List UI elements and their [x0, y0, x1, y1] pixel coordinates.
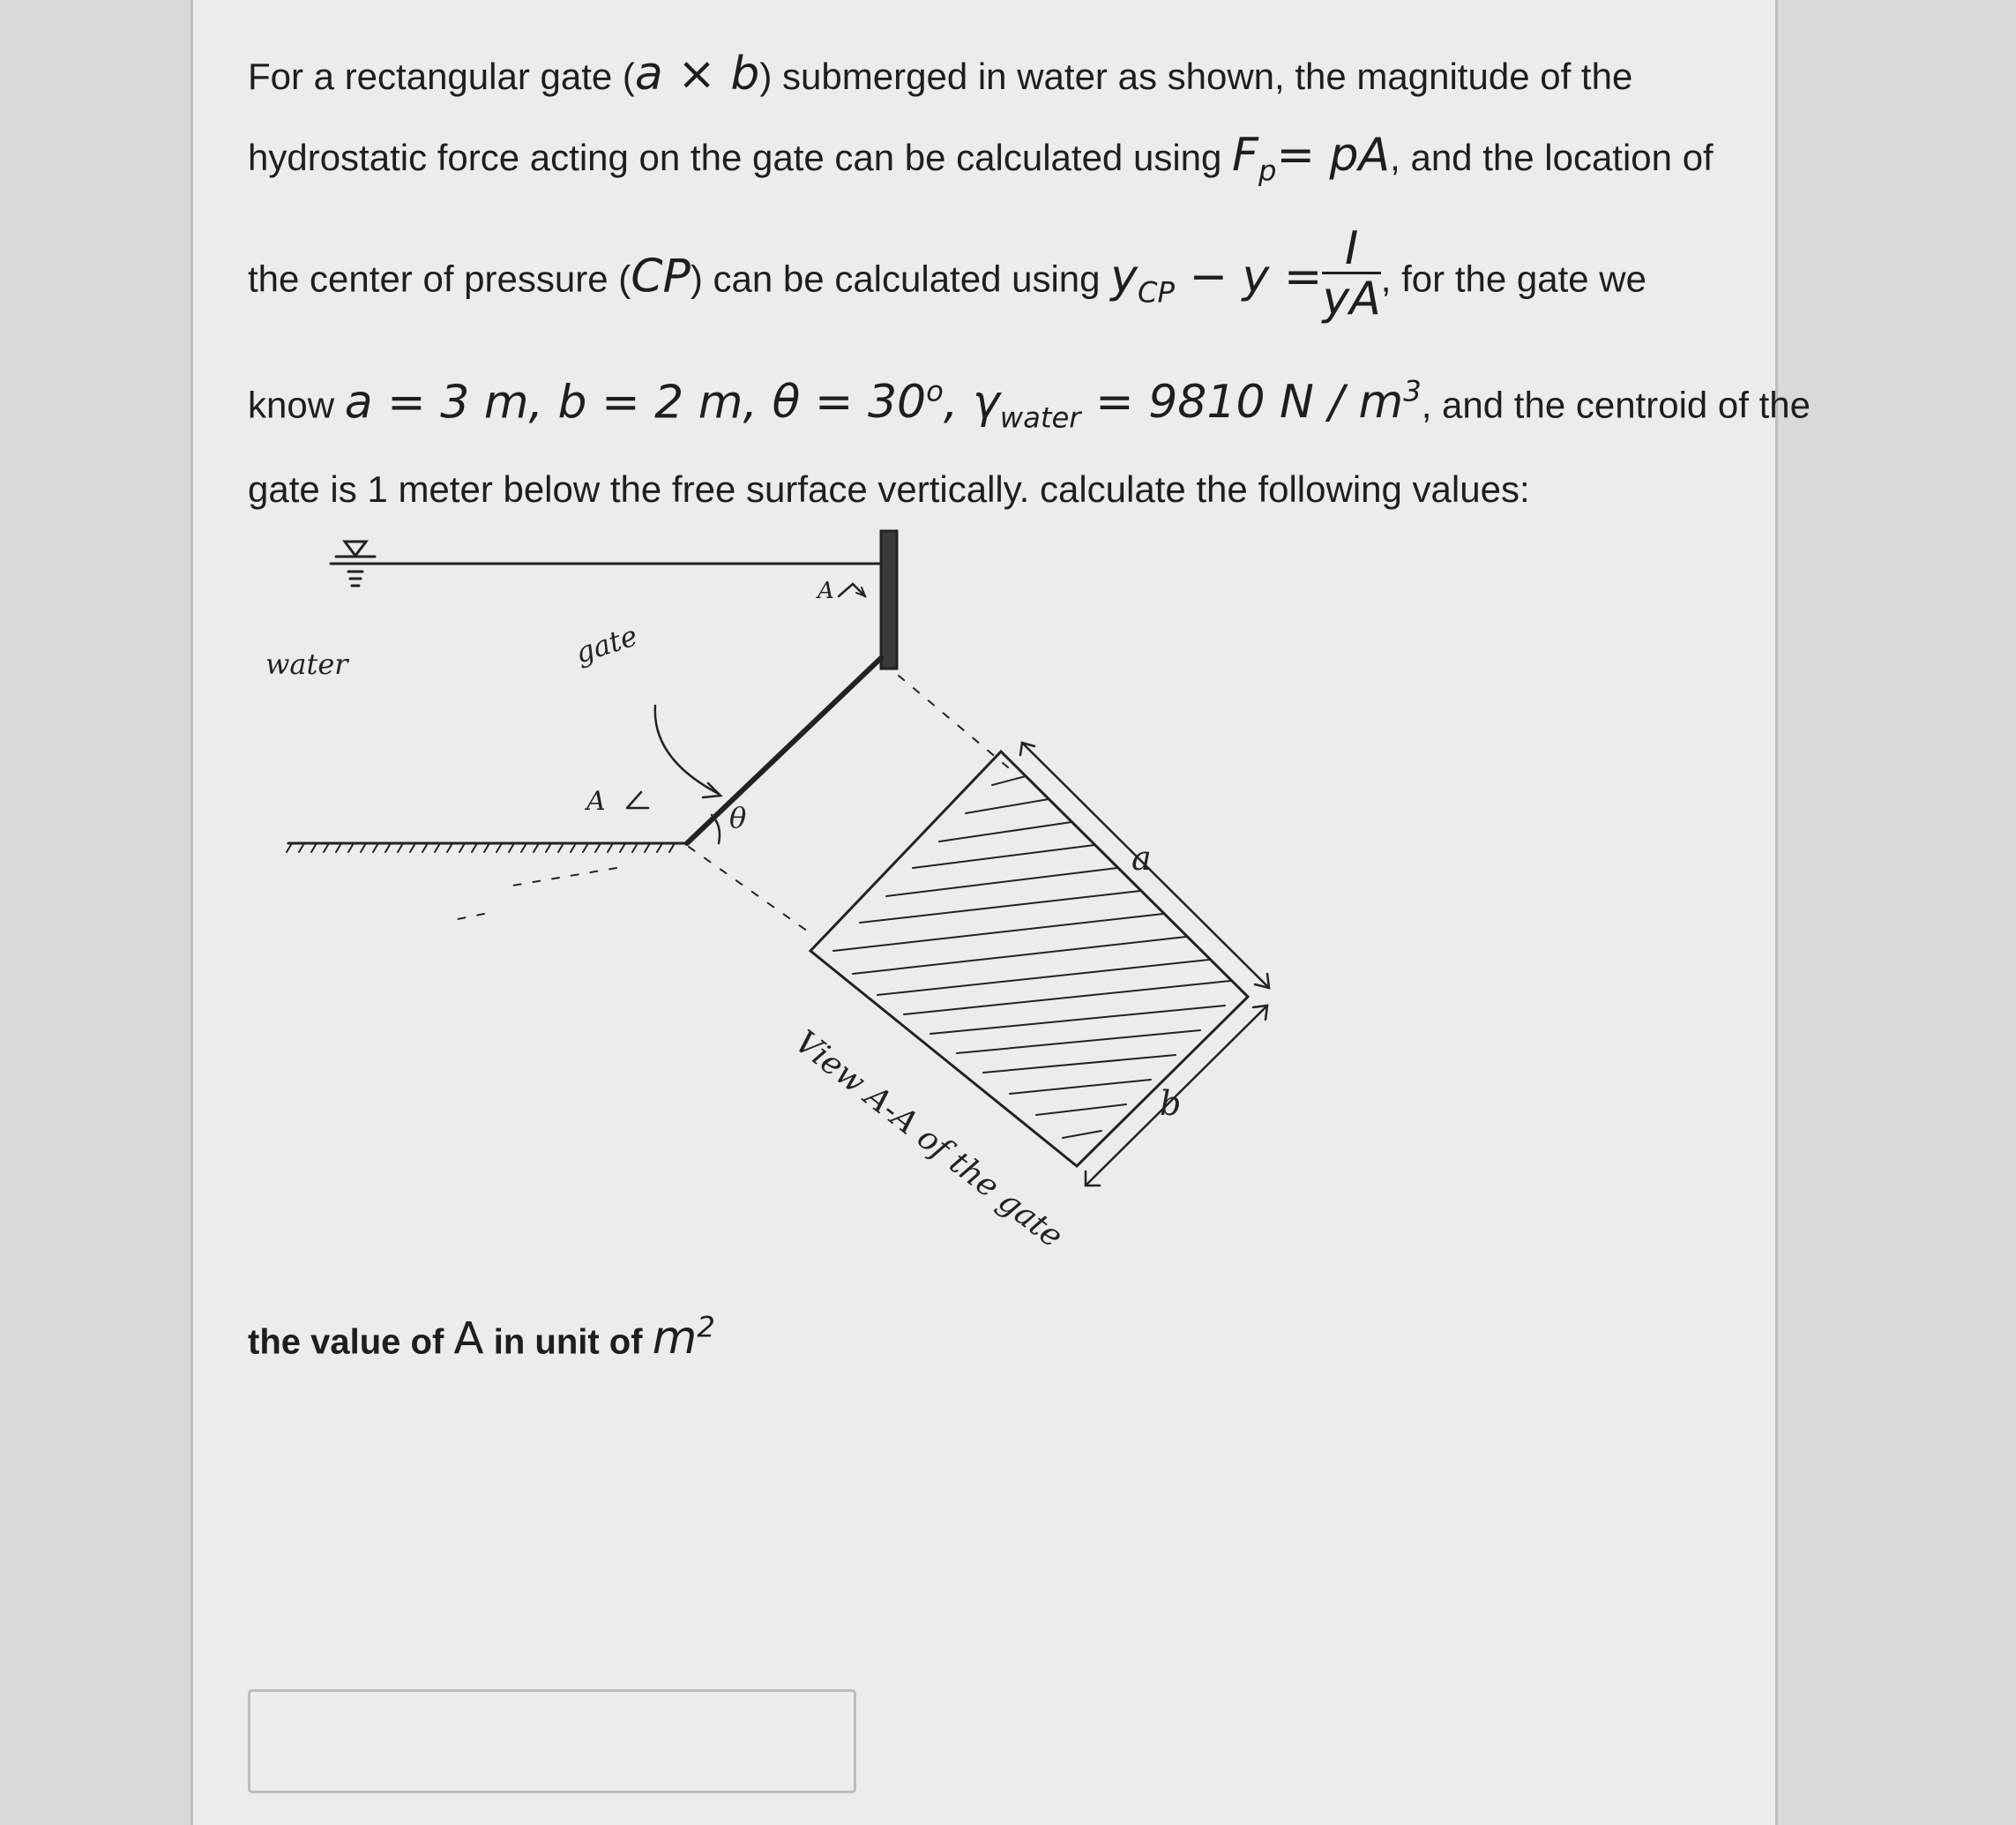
- given-b: b = 2 m: [557, 376, 743, 430]
- label-dimension-a: a: [1131, 839, 1152, 878]
- eq-part: CP: [1137, 274, 1175, 309]
- label-dimension-b: b: [1160, 1084, 1182, 1123]
- eq-part: θ = 30: [772, 376, 927, 430]
- eq-part: − y =: [1174, 250, 1323, 303]
- text: know: [248, 384, 345, 426]
- unit-m2: [653, 1312, 715, 1365]
- text: the value of: [248, 1322, 454, 1362]
- math-cp: CP: [631, 250, 691, 303]
- text: , for the gate we: [1380, 258, 1646, 300]
- question-panel: [190, 0, 1811, 1825]
- label-water: water: [265, 647, 348, 681]
- given-a: a = 3 m: [344, 376, 529, 430]
- eq-part: o: [926, 375, 944, 408]
- eq-part: = 9810 N / m: [1080, 376, 1404, 430]
- problem-line-4: know a = 3 m, b = 2 m, $\theta = 30^o$, $\gamma_{water} = 9810$ N / $m^3$, and the centroid of the: [248, 375, 1811, 435]
- text: For a rectangular gate (: [248, 56, 635, 97]
- symbol-area: A: [453, 1313, 484, 1365]
- text: , and the location of: [1390, 137, 1714, 178]
- label-view-a-a: View A-A of the gate: [788, 1023, 1070, 1255]
- label-gate: gate: [571, 618, 642, 670]
- inclined-gate: [687, 658, 881, 843]
- gate-diagram: [193, 0, 1775, 1305]
- answer-input[interactable]: [248, 1689, 856, 1793]
- label-theta: θ: [729, 801, 747, 834]
- eq-part: = pA: [1276, 129, 1391, 182]
- eq-part: water: [999, 400, 1081, 435]
- label-section-bottom: A: [586, 786, 606, 817]
- math-axb: a × b: [634, 48, 760, 101]
- eq-part: y: [1110, 250, 1138, 303]
- text: hydrostatic force acting on the gate can be calculated using: [248, 137, 1233, 178]
- text: ) can be calculated using: [690, 258, 1111, 300]
- eq-part: m: [652, 1312, 698, 1365]
- text: , and the centroid of the: [1421, 384, 1811, 426]
- eq-part: 2: [697, 1311, 715, 1344]
- fraction-denominator: yA: [1322, 273, 1381, 325]
- problem-line-5: gate is 1 meter below the free surface vertically. calculate the following values:: [248, 468, 1530, 510]
- eq-part: p: [1258, 153, 1277, 188]
- eq-part: 3: [1403, 375, 1422, 408]
- text: in unit of: [483, 1322, 653, 1362]
- gate-pointer-arrow: [655, 706, 719, 794]
- eq-part: F: [1232, 129, 1258, 182]
- question-prompt: [248, 1311, 715, 1365]
- vertical-wall: [881, 531, 897, 669]
- eq-part: γ: [972, 376, 1000, 430]
- label-section-top: A: [818, 578, 834, 604]
- section-arrow-bottom: [627, 792, 648, 808]
- fraction-numerator: I: [1322, 226, 1380, 274]
- text: ) submerged in water as shown, the magnitude of the: [759, 56, 1633, 97]
- text: the center of pressure (: [248, 258, 631, 300]
